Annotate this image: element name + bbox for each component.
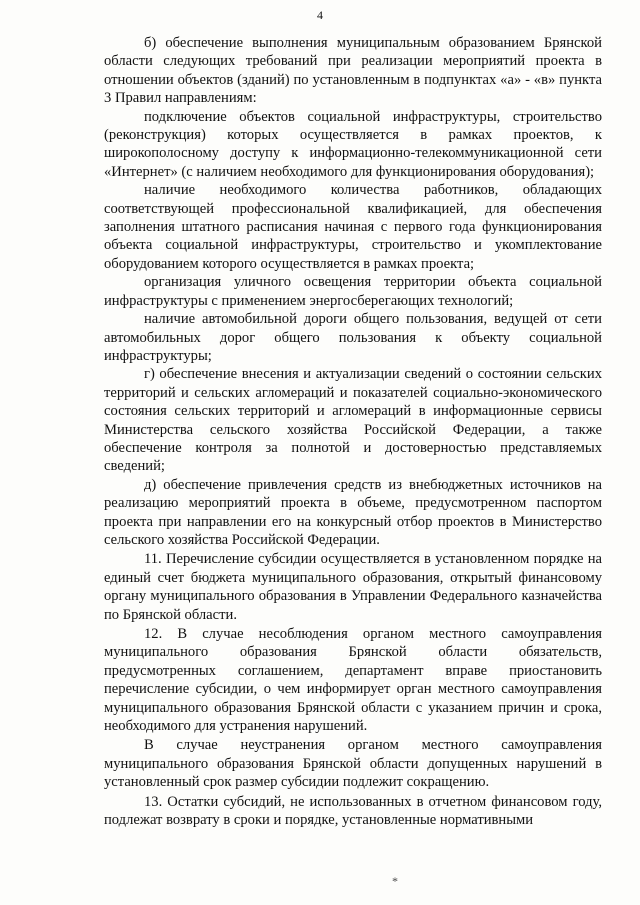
paragraph-11-transfer: 11. Перечисление субсидии осуществляется в установленном порядке на единый счет бюджета муниципального образования, открытый финансовому органу муниципального образования в Управлении Федерального казначейства по Брянской области. — [104, 551, 602, 623]
paragraph-road-access: наличие автомобильной дороги общего пользования, ведущей от сети автомобильных дорог общего пользования к объекту социальной инфраструктуры; — [104, 311, 602, 364]
page-number: 4 — [317, 8, 323, 22]
paragraph-b-requirements: б) обеспечение выполнения муниципальным образованием Брянской области следующих требований при реализации мероприятий проекта в отношении объектов (зданий) по установленным в подпунктах «а» - «в» пункта 3 Правил направлениям: — [104, 35, 602, 107]
paragraph-12-suspension: 12. В случае несоблюдения органом местного самоуправления муниципального образования Брянской области обязательств, предусмотренных соглашением, департамент вправе приостановить перечисление субсидии, о чем информирует орган местного самоуправления муниципального образования Брянской области с указанием причин и срока, необходимого для устранения нарушений. — [104, 626, 602, 735]
paragraph-reduction: В случае неустранения органом местного самоуправления муниципального образования Брянской области допущенных нарушений в установленный срок размер субсидии подлежит сокращению. — [104, 737, 602, 791]
paragraph-d-extrabudgetary-funds: д) обеспечение привлечения средств из внебюджетных источников на реализацию мероприятий проекта в объеме, предусмотренном паспортом проекта при направлении его на конкурсный отбор проектов в Министерство сельского хозяйства Российской Федерации. — [104, 476, 602, 548]
scan-mark: * — [392, 874, 398, 888]
paragraph-staffing: наличие необходимого количества работников, обладающих соответствующей профессиональной квалификацией, для обеспечения заполнения штатного расписания начиная с первого года функционирования объекта социальной инфраструктуры, строительство и укомплектование оборудованием которого осуществляется в рамках проекта; — [104, 182, 602, 272]
document-body — [104, 34, 602, 829]
paragraph-13-remaining-funds: 13. Остатки субсидий, не использованных в отчетном финансовом году, подлежат возврату в сроки и порядке, установленные нормативными — [104, 793, 602, 829]
paragraph-internet-connection: подключение объектов социальной инфраструктуры, строительство (реконструкция) которых осуществляется в рамках проектов, к широкополосному доступу к информационно-телекоммуникационной сети «Интернет» (с наличием необходимого для функционирования оборудования); — [104, 108, 602, 180]
paragraph-g-data-updates: г) обеспечение внесения и актуализации сведений о состоянии сельских территорий и сельских агломераций и показателей социально-экономического состояния сельских территорий и агломераций в информационные сервисы Министерства сельского хозяйства Российской Федерации, а также обеспечение контроля за полнотой и достоверностью представляемых сведений; — [104, 366, 602, 475]
paragraph-street-lighting: организация уличного освещения территории объекта социальной инфраструктуры с применением энергосберегающих технологий; — [104, 274, 602, 309]
